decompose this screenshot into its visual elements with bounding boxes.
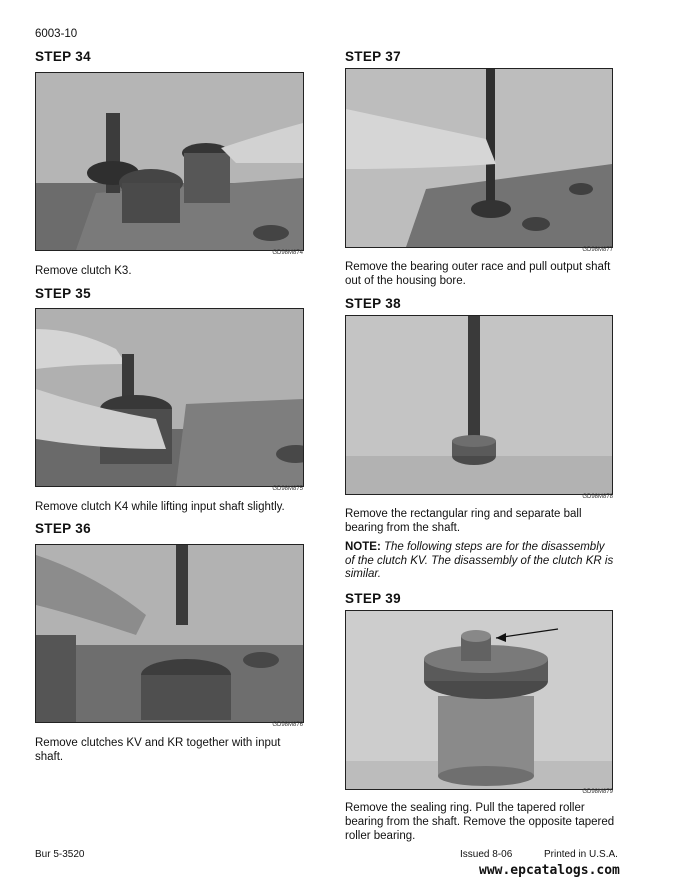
footer-document-number: Bur 5-3520 <box>35 849 85 860</box>
step-36-photo <box>35 544 304 723</box>
page-number: 6003-10 <box>35 28 78 40</box>
step-34-photo <box>35 72 304 251</box>
step-36-caption-line-1: Remove clutches KV and KR together with input <box>35 737 281 749</box>
step-39-caption-line-3: roller bearing. <box>345 830 416 842</box>
step-38-heading: STEP 38 <box>345 296 401 311</box>
step-35-caption: Remove clutch K4 while lifting input shaft slightly. <box>35 501 285 513</box>
note-line-2 <box>345 555 615 569</box>
step-34-figure-code: GD98M874 <box>272 250 303 256</box>
watermark-link[interactable]: www.epcatalogs.com <box>479 863 620 878</box>
step-36-caption-line-2: shaft. <box>35 751 64 763</box>
step-39-photo <box>345 610 613 790</box>
step-38-caption-line-1: Remove the rectangular ring and separate ball <box>345 508 582 520</box>
step-36-figure-code: GD98M876 <box>272 722 303 728</box>
step-39-heading: STEP 39 <box>345 591 401 606</box>
step-37-heading: STEP 37 <box>345 49 401 64</box>
step-39-caption-line-2: bearing from the shaft. Remove the opposite tapered <box>345 816 615 828</box>
step-34-heading: STEP 34 <box>35 49 91 64</box>
step-34-caption: Remove clutch K3. <box>35 265 132 277</box>
step-38-caption-line-2: bearing from the shaft. <box>345 522 461 534</box>
footer-issued: Issued 8-06 <box>460 849 513 860</box>
step-36-heading: STEP 36 <box>35 521 91 536</box>
note-line-3 <box>345 568 615 582</box>
step-35-photo <box>35 308 304 487</box>
footer-printed: Printed in U.S.A. <box>544 849 618 860</box>
note-text-line-1: The following steps are for the disassembly <box>383 541 605 553</box>
step-39-caption-line-1: Remove the sealing ring. Pull the tapered roller <box>345 802 585 814</box>
step-38-figure-code: GD98M878 <box>582 494 613 500</box>
step-37-caption-line-1: Remove the bearing outer race and pull output shaft <box>345 261 611 273</box>
note-line-1 <box>345 541 615 555</box>
step-38-photo <box>345 315 613 495</box>
step-37-caption-line-2: out of the housing bore. <box>345 275 466 287</box>
note-text-line-3: similar. <box>345 568 381 580</box>
step-35-heading: STEP 35 <box>35 286 91 301</box>
note-text-line-2: of the clutch KV. The disassembly of the clutch KR is <box>345 554 614 567</box>
step-39-figure-code: GD98M879 <box>582 789 613 795</box>
step-35-figure-code: GD98M875 <box>272 486 303 492</box>
step-37-photo <box>345 68 613 248</box>
note-label: NOTE: <box>345 541 381 553</box>
note-block <box>345 541 615 582</box>
step-37-figure-code: GD98M877 <box>582 247 613 253</box>
